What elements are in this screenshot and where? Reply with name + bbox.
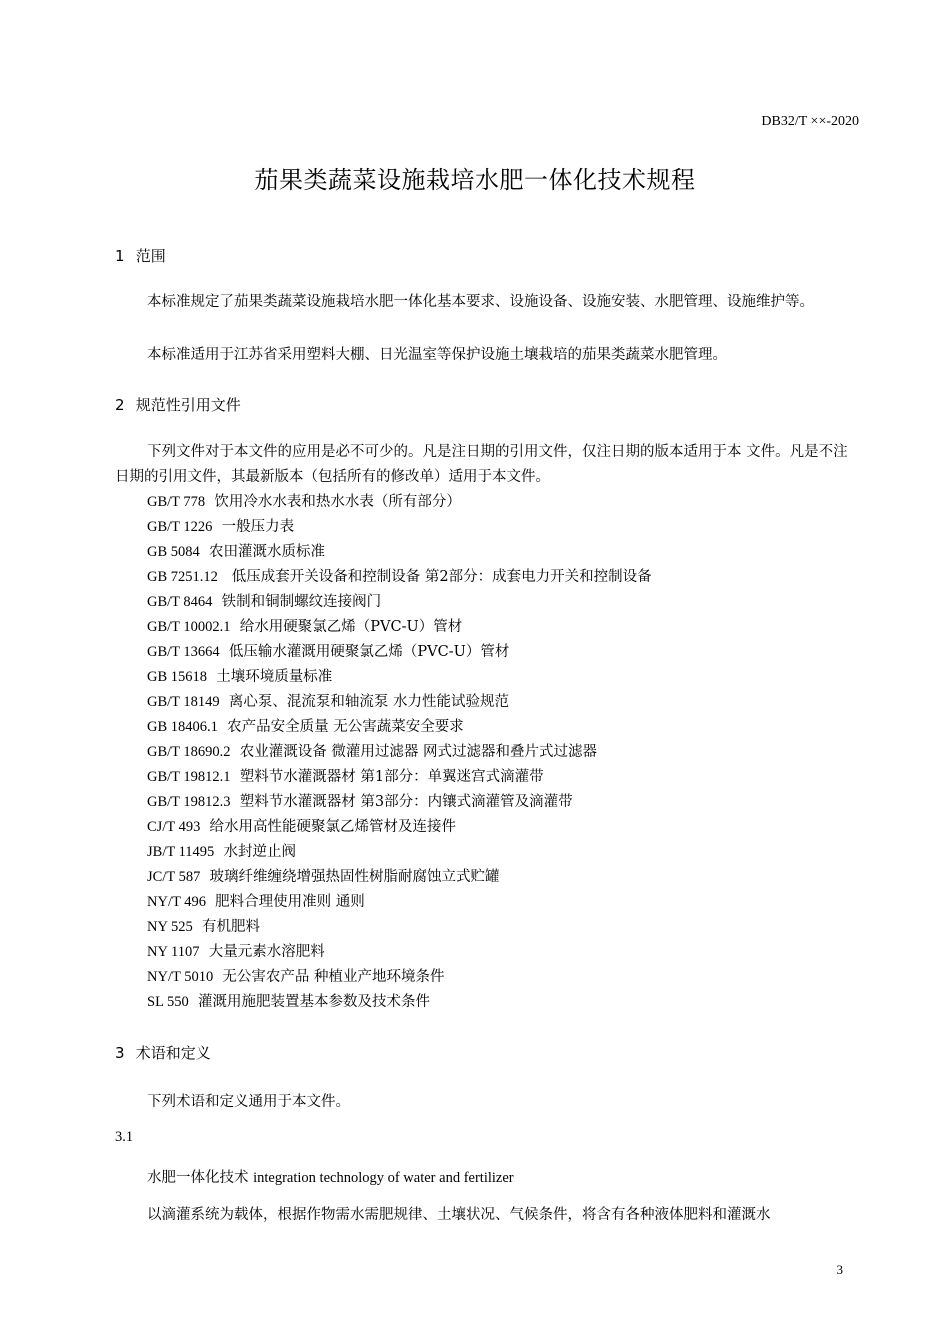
reference-code: GB 18406.1 — [147, 719, 218, 735]
reference-title: 农田灌溉水质标准 — [209, 544, 325, 560]
reference-code: CJ/T 493 — [147, 819, 201, 835]
reference-title: 离心泵、混流泵和轴流泵 水力性能试验规范 — [228, 694, 509, 710]
section-number: 3 — [115, 1044, 125, 1062]
reference-item — [147, 990, 652, 1015]
reference-code: GB/T 8464 — [147, 594, 213, 610]
reference-code: GB/T 19812.3 — [147, 794, 231, 810]
reference-item — [147, 640, 652, 665]
reference-code: GB/T 1226 — [147, 519, 213, 535]
paragraph-text: 下列文件对于本文件的应用是必不可少的。凡是注日期的引用文件，仅注日期的版本适用于本 文件。凡是不注日期的引用文件，其最新版本（包括所有的修改单）适用于本文件。 — [115, 444, 848, 485]
reference-item — [147, 790, 652, 815]
reference-code: GB/T 13664 — [147, 644, 220, 660]
reference-item — [147, 540, 652, 565]
term-chinese: 水肥一体化技术 — [147, 1170, 249, 1186]
reference-title: 农业灌溉设备 微灌用过滤器 网式过滤器和叠片式过滤器 — [239, 744, 597, 760]
reference-item — [147, 765, 652, 790]
reference-code: NY/T 496 — [147, 894, 206, 910]
reference-code: JB/T 11495 — [147, 844, 215, 860]
reference-code: GB/T 778 — [147, 494, 206, 510]
document-code: DB32/T ××-2020 — [761, 114, 859, 129]
reference-item — [147, 715, 652, 740]
reference-title: 低压成套开关设备和控制设备 第2部分：成套电力开关和控制设备 — [227, 569, 652, 585]
reference-code: GB 15618 — [147, 669, 208, 685]
reference-title: 玻璃纤维缠绕增强热固性树脂耐腐蚀立式贮罐 — [209, 869, 500, 885]
reference-title: 水封逆止阀 — [223, 844, 296, 860]
section-3-intro: 下列术语和定义通用于本文件。 — [147, 1094, 350, 1110]
reference-code: SL 550 — [147, 994, 189, 1010]
reference-code: NY 1107 — [147, 944, 200, 960]
section-2-intro — [115, 440, 860, 490]
paragraph-text: 本标准规定了茄果类蔬菜设施栽培水肥一体化基本要求、设施设备、设施安装、水肥管理、设施维护等。 — [147, 294, 814, 310]
term-heading — [147, 1166, 514, 1187]
reference-item — [147, 665, 652, 690]
term-number: 3.1 — [115, 1129, 134, 1145]
reference-code: GB/T 18690.2 — [147, 744, 231, 760]
reference-code: GB 5084 — [147, 544, 200, 560]
reference-item — [147, 890, 652, 915]
reference-code: NY 525 — [147, 919, 193, 935]
reference-item — [147, 490, 652, 515]
section-1-paragraph-2: 本标准适用于江苏省采用塑料大棚、日光温室等保护设施土壤栽培的茄果类蔬菜水肥管理。 — [147, 347, 727, 363]
reference-title: 低压输水灌溉用硬聚氯乙烯（PVC-U）管材 — [228, 644, 510, 660]
reference-item — [147, 740, 652, 765]
reference-item — [147, 915, 652, 940]
term-definition: 以滴灌系统为载体，根据作物需水需肥规律、土壤状况、气候条件，将含有各种液体肥料和灌溉水 — [147, 1207, 771, 1223]
reference-item — [147, 615, 652, 640]
reference-title: 土壤环境质量标准 — [216, 669, 333, 685]
section-heading-text: 术语和定义 — [135, 1044, 211, 1062]
page-number: 3 — [836, 1262, 843, 1277]
reference-title: 塑料节水灌溉器材 第1部分：单翼迷宫式滴灌带 — [239, 769, 544, 785]
document-title: 茄果类蔬菜设施栽培水肥一体化技术规程 — [254, 166, 696, 194]
section-heading-text: 范围 — [135, 247, 166, 265]
reference-item — [147, 590, 652, 615]
reference-title: 给水用硬聚氯乙烯（PVC-U）管材 — [239, 619, 463, 635]
reference-item — [147, 865, 652, 890]
reference-code: GB/T 19812.1 — [147, 769, 231, 785]
reference-title: 无公害农产品 种植业产地环境条件 — [222, 969, 445, 985]
reference-title: 大量元素水溶肥料 — [208, 944, 325, 960]
reference-title: 饮用冷水水表和热水水表（所有部分） — [214, 494, 461, 510]
reference-list — [147, 490, 652, 1015]
reference-title: 一般压力表 — [221, 519, 295, 535]
section-2-heading — [115, 394, 241, 415]
reference-item — [147, 940, 652, 965]
reference-code: GB/T 18149 — [147, 694, 220, 710]
section-number: 1 — [115, 247, 125, 265]
reference-item — [147, 690, 652, 715]
reference-code: GB 7251.12 — [147, 569, 218, 585]
reference-title: 肥料合理使用准则 通则 — [215, 894, 365, 910]
reference-item — [147, 840, 652, 865]
section-number: 2 — [115, 396, 125, 414]
section-3-heading — [115, 1042, 211, 1063]
reference-title: 灌溉用施肥装置基本参数及技术条件 — [197, 994, 430, 1010]
reference-item — [147, 965, 652, 990]
reference-title: 农产品安全质量 无公害蔬菜安全要求 — [227, 719, 464, 735]
reference-code: JC/T 587 — [147, 869, 201, 885]
reference-code: NY/T 5010 — [147, 969, 214, 985]
reference-code: GB/T 10002.1 — [147, 619, 231, 635]
reference-title: 铁制和铜制螺纹连接阀门 — [221, 594, 382, 610]
section-1-paragraph-1 — [115, 290, 860, 315]
reference-item — [147, 515, 652, 540]
reference-title: 给水用高性能硬聚氯乙烯管材及连接件 — [209, 819, 457, 835]
section-1-heading — [115, 245, 166, 266]
reference-item — [147, 815, 652, 840]
reference-title: 有机肥料 — [202, 919, 260, 935]
reference-item — [147, 565, 652, 590]
reference-title: 塑料节水灌溉器材 第3部分：内镶式滴灌管及滴灌带 — [239, 794, 573, 810]
section-heading-text: 规范性引用文件 — [135, 396, 241, 414]
term-english: integration technology of water and fertilizer — [253, 1170, 514, 1186]
